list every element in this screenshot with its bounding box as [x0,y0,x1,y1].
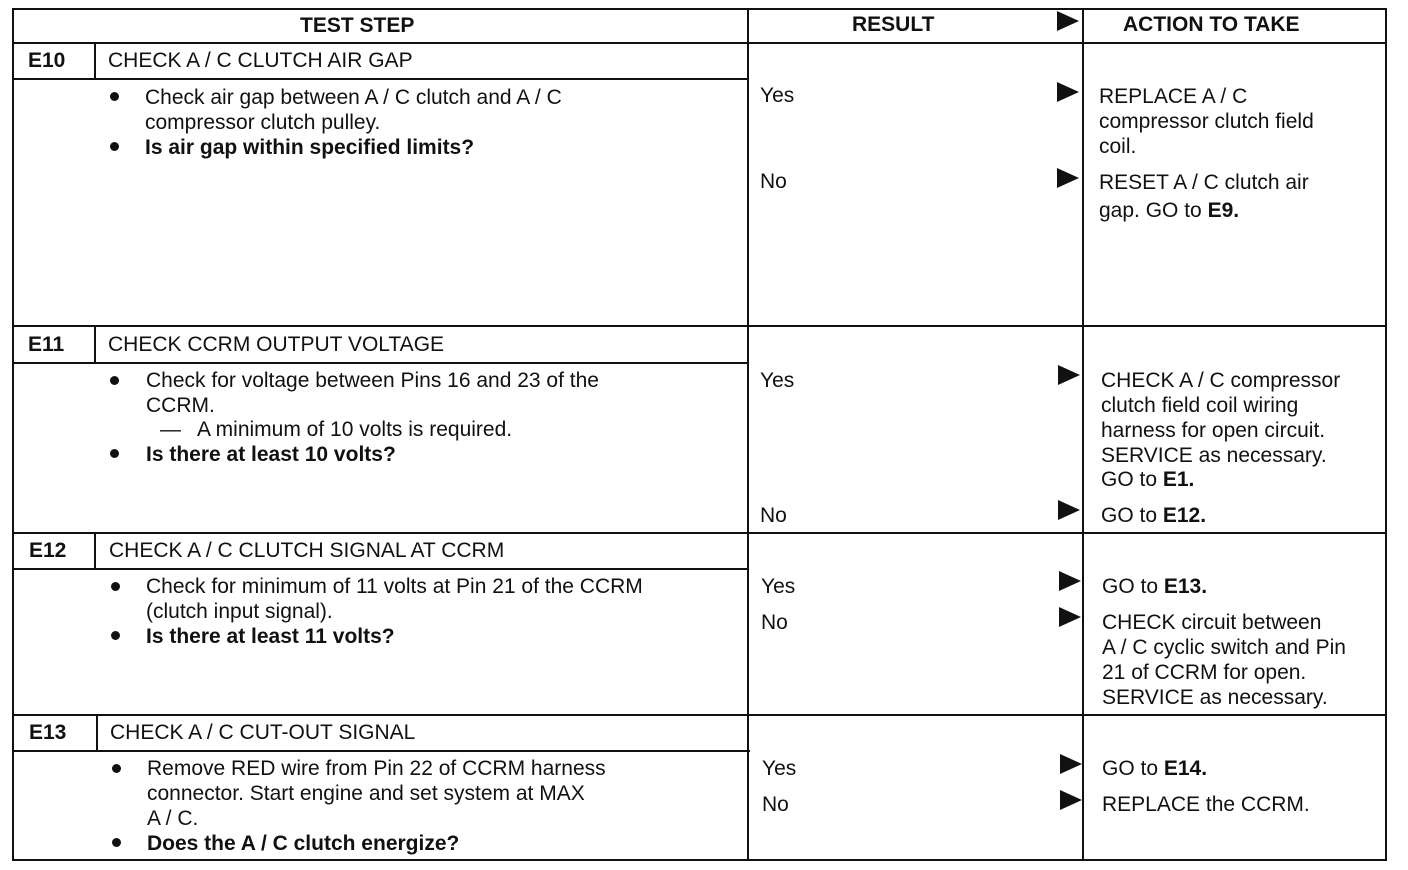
e10-yes-action-line-1: REPLACE A / C [1099,85,1248,108]
e11-yes-action-line-5: GO to E1. [1101,468,1195,491]
e10-id-divider [94,42,96,80]
e11-id-divider [94,325,96,364]
e10-instruction-line-2: compressor clutch pulley. [145,111,381,134]
arrow-right-icon [1057,168,1079,188]
step-id-e11: E11 [28,333,65,356]
e10-no-action-line-2: gap. GO to E9. [1099,199,1240,222]
arrow-right-icon [1058,500,1080,520]
e11-yes-action-line-2: clutch field coil wiring [1101,394,1299,417]
bullet-icon [111,582,120,591]
e12-no-action-line-1: CHECK circuit between [1102,611,1322,634]
row-divider-e10 [12,325,1386,327]
arrow-right-icon [1059,571,1081,591]
e12-no-action-line-3: 21 of CCRM for open. [1102,661,1307,684]
e10-no-action-line-1: RESET A / C clutch air [1099,171,1309,194]
e13-question: Does the A / C clutch energize? [147,832,460,855]
e13-no-action: REPLACE the CCRM. [1102,793,1310,816]
arrow-right-icon [1057,82,1079,102]
e11-instruction-line-2: CCRM. [146,394,215,417]
action-column-border [1082,8,1084,861]
e12-yes-action: GO to E13. [1102,575,1208,598]
header-arrow-icon [1057,11,1079,31]
e10-title-underline [12,78,748,80]
e13-instruction-line-3: A / C. [147,807,199,830]
step-title-e13: CHECK A / C CUT-OUT SIGNAL [110,721,416,744]
e13-title-underline [12,750,750,752]
e11-dash: — [160,418,181,441]
step-id-e13: E13 [29,721,67,744]
e13-result-yes: Yes [762,757,797,780]
bullet-icon [110,92,119,101]
step-title-e11: CHECK CCRM OUTPUT VOLTAGE [108,333,445,356]
e11-yes-action-line-1: CHECK A / C compressor [1101,369,1341,392]
result-column-border [747,8,749,861]
e10-question: Is air gap within specified limits? [145,136,475,159]
e10-result-yes: Yes [760,84,795,107]
bullet-icon [110,142,119,151]
arrow-right-icon [1059,607,1081,627]
bullet-icon [112,764,121,773]
e11-yes-action-line-3: harness for open circuit. [1101,419,1326,442]
e11-yes-ref: E1. [1162,468,1195,491]
e13-instruction-line-1: Remove RED wire from Pin 22 of CCRM harness [147,757,606,780]
header-bottom-border [12,42,1386,44]
e13-yes-action: GO to E14. [1102,757,1208,780]
step-id-e12: E12 [29,539,67,562]
e12-instruction-line-2: (clutch input signal). [146,600,333,623]
e12-no-action-line-4: SERVICE as necessary. [1102,686,1328,709]
e12-title-underline [12,568,748,570]
table-right-border [1385,8,1387,861]
table-left-border [12,8,14,861]
e13-id-divider [96,714,98,752]
e10-yes-action-line-2: compressor clutch field [1099,110,1314,133]
e13-yes-ref: E14. [1163,757,1208,780]
e13-instruction-line-2: connector. Start engine and set system at MAX [147,782,585,805]
e11-no-ref: E12. [1162,504,1207,527]
e11-question: Is there at least 10 volts? [146,443,396,466]
e11-instruction-line-1: Check for voltage between Pins 16 and 23 of the [146,369,599,392]
bullet-icon [111,631,120,640]
e11-no-action: GO to E12. [1101,504,1207,527]
header-action: ACTION TO TAKE [1123,13,1300,36]
e10-result-no: No [760,170,787,193]
e12-no-action-line-2: A / C cyclic switch and Pin [1102,636,1346,659]
step-title-e10: CHECK A / C CLUTCH AIR GAP [108,49,413,72]
header-result: RESULT [852,13,935,36]
table-top-border [12,8,1386,10]
e12-result-yes: Yes [761,575,796,598]
e11-note: A minimum of 10 volts is required. [197,418,513,441]
bullet-icon [110,376,119,385]
e12-yes-ref: E13. [1163,575,1208,598]
bullet-icon [112,838,121,847]
e12-id-divider [94,532,96,570]
header-test-step: TEST STEP [300,14,415,37]
e11-title-underline [12,362,748,364]
e11-result-no: No [760,504,787,527]
e12-instruction-line-1: Check for minimum of 11 volts at Pin 21 of the CCRM [146,575,643,598]
row-divider-e11 [12,532,1386,534]
bullet-icon [110,449,119,458]
e12-question: Is there at least 11 volts? [146,625,395,648]
arrow-right-icon [1060,790,1082,810]
e10-instruction-line-1: Check air gap between A / C clutch and A / C [145,86,562,109]
e11-result-yes: Yes [760,369,795,392]
e11-yes-action-line-4: SERVICE as necessary. [1101,444,1327,467]
e10-no-ref: E9. [1207,199,1240,222]
e10-yes-action-line-3: coil. [1099,135,1137,158]
row-divider-e12 [12,714,1386,716]
arrow-right-icon [1060,754,1082,774]
e13-result-no: No [762,793,789,816]
step-id-e10: E10 [28,49,66,72]
arrow-right-icon [1058,365,1080,385]
step-title-e12: CHECK A / C CLUTCH SIGNAL AT CCRM [109,539,505,562]
table-bottom-border [12,859,1386,861]
e12-result-no: No [761,611,788,634]
